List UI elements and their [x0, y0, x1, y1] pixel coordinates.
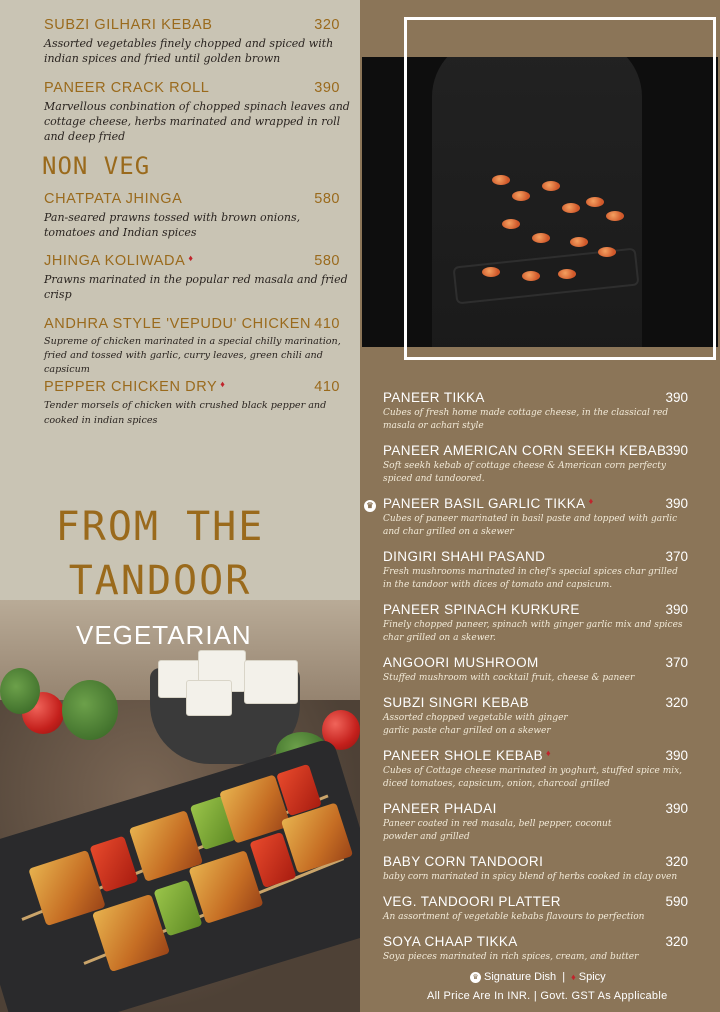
- menu-item: [383, 655, 688, 685]
- menu-item: [44, 316, 350, 377]
- menu-item: [383, 390, 688, 433]
- chili-icon: ♦: [588, 496, 594, 506]
- tandoor-title-line2: TANDOOR: [68, 558, 252, 604]
- item-price: 390: [665, 602, 688, 617]
- item-description: Assorted vegetables finely chopped and spiced with indian spices and fried until golden brown: [44, 37, 334, 65]
- item-name: PANEER CRACK ROLL: [44, 80, 210, 96]
- item-price: 390: [665, 443, 688, 458]
- item-name: SUBZI SINGRI KEBAB: [383, 695, 529, 710]
- signature-dish-icon: ♛: [364, 500, 376, 512]
- item-name: JHINGA KOLIWADA ♦: [44, 253, 194, 269]
- item-name: VEG. TANDOORI PLATTER: [383, 894, 561, 909]
- item-description: An assortment of vegetable kebabs flavours to perfection: [383, 912, 645, 922]
- item-name: ANDHRA STYLE 'VEPUDU' CHICKEN: [44, 316, 312, 332]
- item-description: baby corn marinated in spicy blend of herbs cooked in clay oven: [383, 872, 678, 882]
- item-price: 580: [314, 253, 340, 269]
- item-name: SOYA CHAAP TIKKA: [383, 934, 518, 949]
- item-description: Soya pieces marinated in rich spices, cream, and butter: [383, 952, 639, 962]
- item-price: 410: [314, 379, 340, 395]
- item-price: 370: [665, 655, 688, 670]
- item-price: 320: [314, 17, 340, 33]
- item-price: 370: [665, 549, 688, 564]
- herb-garnish: [62, 680, 118, 740]
- legend-separator: |: [562, 971, 566, 983]
- menu-item: [383, 894, 688, 924]
- item-name: PANEER SHOLE KEBAB ♦: [383, 748, 552, 763]
- menu-item: [383, 748, 688, 791]
- item-description: Fresh mushrooms marinated in chef's special spices char grilled in the tandoor with dices of tomato and capsicum.: [383, 567, 678, 590]
- item-name: ANGOORI MUSHROOM: [383, 655, 539, 670]
- item-price: 390: [314, 80, 340, 96]
- chili-icon: ♦: [546, 748, 552, 758]
- item-description: Cubes of fresh home made cottage cheese, in the classical red masala or achari style: [383, 408, 669, 431]
- menu-item: [44, 191, 350, 240]
- vegetarian-subtitle: VEGETARIAN: [76, 620, 252, 650]
- item-description: Marvellous conbination of chopped spinach leaves and cottage cheese, herbs marinated and wrapped in roll and deep fried: [44, 100, 350, 143]
- signature-dish-icon: ♛: [470, 972, 481, 983]
- chili-icon: ♦: [188, 253, 194, 263]
- item-price: 390: [665, 390, 688, 405]
- item-name: DINGIRI SHAHI PASAND: [383, 549, 546, 564]
- menu-item: [383, 443, 688, 486]
- item-name: CHATPATA JHINGA: [44, 191, 183, 207]
- item-price: 320: [665, 854, 688, 869]
- item-price: 320: [665, 695, 688, 710]
- tandoor-title-line1: FROM THE: [55, 504, 265, 550]
- menu-item: [44, 253, 350, 302]
- item-name: PANEER PHADAI: [383, 801, 497, 816]
- item-price: 390: [665, 496, 688, 511]
- item-description: Soft seekh kebab of cottage cheese & American corn perfecty spiced and tandoored.: [383, 461, 666, 484]
- menu-item: [383, 602, 688, 645]
- legend-signature-label: Signature Dish: [484, 971, 557, 983]
- item-description: Supreme of chicken marinated in a special chilly marination, fried and tossed with garlic, curry leaves, green chili and capsicum: [44, 336, 341, 375]
- item-price: 580: [314, 191, 340, 207]
- menu-item: [44, 379, 350, 428]
- item-price: 390: [665, 801, 688, 816]
- item-description: Stuffed mushroom with cocktail fruit, cheese & paneer: [383, 673, 635, 683]
- item-name: BABY CORN TANDOORI: [383, 854, 544, 869]
- item-price: 410: [314, 316, 340, 332]
- item-price: 590: [665, 894, 688, 909]
- item-name: PANEER BASIL GARLIC TIKKA ♦: [383, 496, 594, 511]
- item-name: SUBZI GILHARI KEBAB: [44, 17, 213, 33]
- price-footer-note: All Price Are In INR. | Govt. GST As Applicable: [427, 990, 668, 1002]
- item-name: PANEER AMERICAN CORN SEEKH KEBAB: [383, 443, 667, 458]
- paneer-cube: [186, 680, 232, 716]
- item-name: PANEER SPINACH KURKURE: [383, 602, 580, 617]
- item-description: Pan-seared prawns tossed with brown onions, tomatoes and Indian spices: [44, 211, 301, 239]
- legend-spicy-label: Spicy: [578, 971, 606, 983]
- menu-item: [383, 854, 688, 884]
- menu-item: [44, 17, 350, 66]
- chili-icon: ♦: [220, 379, 226, 389]
- menu-item: [383, 496, 688, 539]
- photo-frame: [404, 17, 716, 360]
- item-description: Paneer coated in red masala, bell pepper, coconut powder and grilled: [383, 819, 612, 842]
- section-title-non-veg: NON VEG: [42, 152, 151, 180]
- item-description: Tender morsels of chicken with crushed black pepper and cooked in indian spices: [44, 400, 327, 426]
- item-description: Cubes of Cottage cheese marinated in yoghurt, stuffed spice mix, diced tomatoes, capsicum, onion, charcoal grilled: [383, 766, 683, 789]
- item-description: Finely chopped paneer, spinach with ginger garlic mix and spices char grilled on a skewer.: [383, 620, 683, 643]
- menu-item: [383, 934, 688, 964]
- herb-garnish: [0, 668, 40, 714]
- legend: [470, 971, 606, 983]
- item-name: PEPPER CHICKEN DRY ♦: [44, 379, 226, 395]
- item-price: 390: [665, 748, 688, 763]
- menu-item: [383, 695, 688, 738]
- item-description: Prawns marinated in the popular red masala and fried crisp: [44, 273, 348, 301]
- menu-item: [44, 80, 350, 144]
- chili-icon: ♦: [571, 972, 576, 983]
- item-name: PANEER TIKKA: [383, 390, 485, 405]
- item-description: Assorted chopped vegetable with ginger garlic paste char grilled on a skewer: [383, 713, 568, 736]
- item-price: 320: [665, 934, 688, 949]
- menu-item: [383, 801, 688, 844]
- menu-item: [383, 549, 688, 592]
- item-description: Cubes of paneer marinated in basil paste and topped with garlic and char grilled on a skewer: [383, 514, 678, 537]
- paneer-cube: [244, 660, 298, 704]
